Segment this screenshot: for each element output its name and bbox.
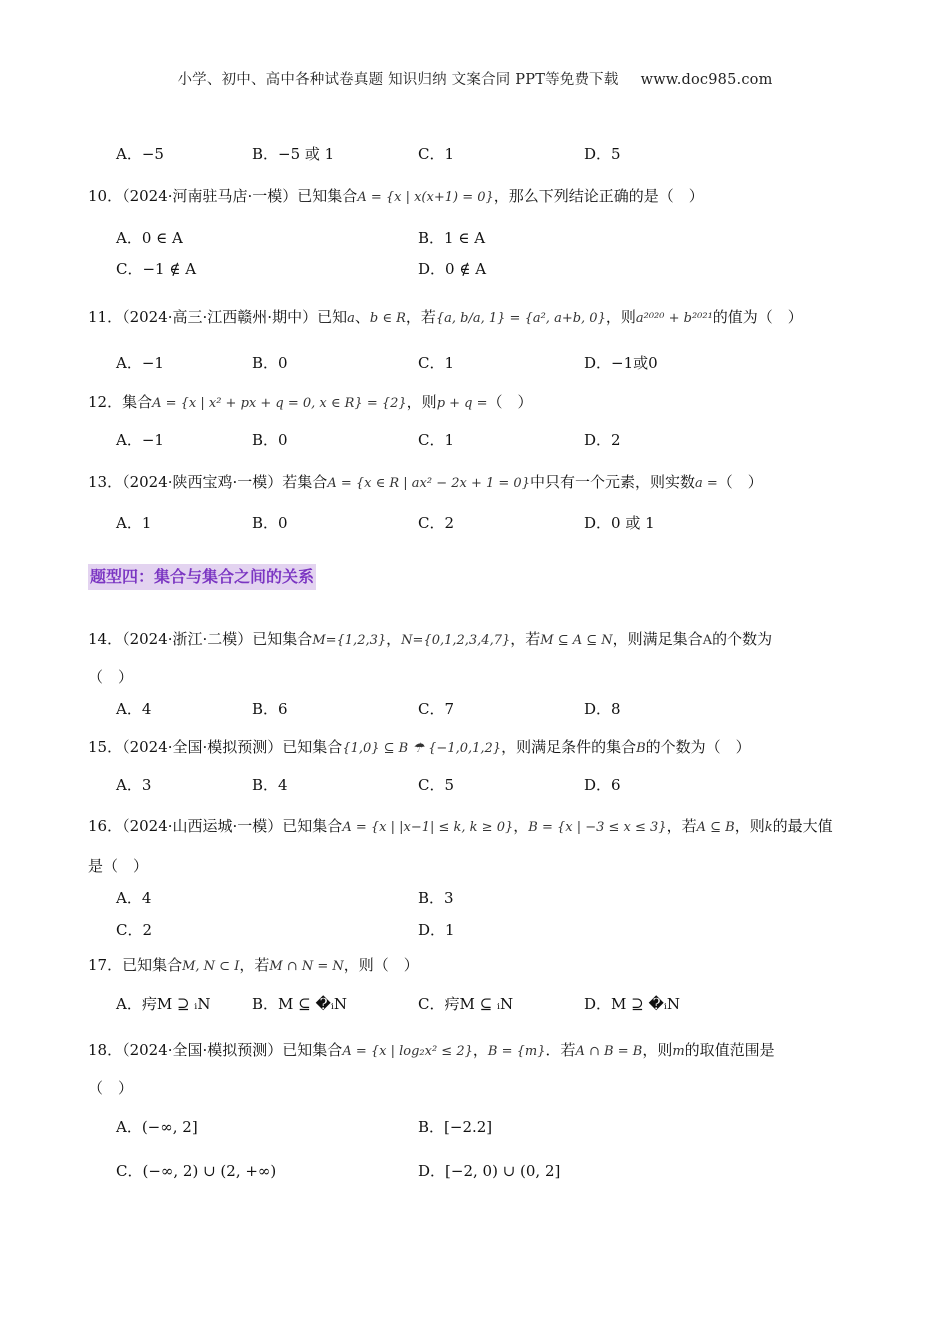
q15-stem bbox=[88, 737, 751, 759]
q10-option-d: D．0 ∉ A bbox=[418, 260, 487, 278]
q16-math-k: k bbox=[764, 820, 773, 835]
q15-stem-b: ，则满足条件的集合 bbox=[501, 738, 637, 756]
q18-sep: ， bbox=[472, 1041, 488, 1059]
q12-option-b: B．0 bbox=[252, 431, 288, 449]
q11-math-expr: a²⁰²⁰ + b²⁰²¹ bbox=[635, 311, 713, 326]
q18-math-a: A = {x | log₂x² ≤ 2} bbox=[342, 1044, 473, 1059]
page-header bbox=[0, 68, 950, 89]
q16-stem-b: ，若 bbox=[666, 817, 697, 835]
q11-stem-b: ，若 bbox=[405, 308, 436, 326]
q18-option-d: D．[−2, 0) ∪ (0, 2] bbox=[418, 1162, 561, 1180]
q14-stem-c: ，则满足集合 bbox=[612, 630, 703, 648]
header-text: 小学、初中、高中各种试卷真题 知识归纳 文案合同 PPT等免费下载 bbox=[177, 72, 619, 88]
q10-option-c: C．−1 ∉ A bbox=[116, 260, 197, 278]
q15-option-d: D．6 bbox=[584, 776, 621, 794]
q13-stem-b: 中只有一个元素，则实数 bbox=[529, 473, 695, 491]
q18-option-c: C．(−∞, 2) ∪ (2, +∞) bbox=[116, 1162, 277, 1180]
q11-option-b: B．0 bbox=[252, 354, 288, 372]
q11-option-c: C．1 bbox=[418, 354, 455, 372]
q15-stem-c: 的个数为（ ） bbox=[645, 738, 751, 756]
q12-option-d: D．2 bbox=[584, 431, 621, 449]
q13-option-a: A．1 bbox=[116, 514, 152, 532]
q11-stem-c: ，则 bbox=[605, 308, 636, 326]
q16-option-a: A．4 bbox=[116, 889, 152, 907]
q12-stem bbox=[88, 392, 533, 414]
q17-stem-c: ，则（ ） bbox=[343, 956, 419, 974]
q9-option-b: B．−5 或 1 bbox=[252, 145, 335, 163]
q15-stem-a: 15．（2024·全国·模拟预测）已知集合 bbox=[88, 738, 343, 756]
q13-option-d: D．0 或 1 bbox=[584, 514, 655, 532]
q12-stem-b: ，则 bbox=[406, 393, 437, 411]
q18-stem-a: 18．（2024·全国·模拟预测）已知集合 bbox=[88, 1041, 343, 1059]
q16-stem-c: ，则 bbox=[734, 817, 765, 835]
q11-stem bbox=[88, 307, 803, 329]
q12-option-c: C．1 bbox=[418, 431, 455, 449]
q14-math-rel: M ⊆ A ⊆ N bbox=[540, 633, 613, 648]
q11-stem-a: 11．（2024·高三·江西赣州·期中）已知 bbox=[88, 308, 348, 326]
q16-math-rel: A ⊆ B bbox=[696, 820, 735, 835]
q17-option-d: D．M ⊇ �ᵢN bbox=[584, 995, 681, 1013]
q11-stem-d: 的值为（ ） bbox=[712, 308, 803, 326]
q14-math-m: M={1,2,3} bbox=[312, 633, 387, 648]
q13-stem bbox=[88, 472, 763, 494]
q18-stem-b: ．若 bbox=[545, 1041, 576, 1059]
q16-option-c: C．2 bbox=[116, 921, 153, 939]
q18-math-m: m bbox=[672, 1044, 685, 1059]
q14-option-a: A．4 bbox=[116, 700, 152, 718]
q18-math-rel: A ∩ B = B bbox=[575, 1044, 643, 1059]
q18-option-a: A．(−∞, 2] bbox=[116, 1118, 198, 1136]
q11-math-b: b ∈ R bbox=[369, 311, 406, 326]
q17-option-b: B．M ⊆ �ᵢN bbox=[252, 995, 348, 1013]
q17-stem bbox=[88, 955, 419, 977]
q17-stem-b: ，若 bbox=[239, 956, 270, 974]
section-heading: 题型四：集合与集合之间的关系 bbox=[88, 564, 316, 590]
q9-option-a: A．−5 bbox=[116, 145, 164, 163]
q11-option-a: A．−1 bbox=[116, 354, 164, 372]
q10-stem-b: ，那么下列结论正确的是（ ） bbox=[493, 187, 704, 205]
q13-stem-a: 13．（2024·陕西宝鸡·一模）若集合 bbox=[88, 473, 328, 491]
q10-stem-a: 10．（2024·河南驻马店·一模）已知集合 bbox=[88, 187, 358, 205]
q14-math-n: N={0,1,2,3,4,7} bbox=[401, 633, 511, 648]
q18-math-b: B = {m} bbox=[487, 1044, 546, 1059]
q10-stem bbox=[88, 186, 704, 208]
q16-option-b: B．3 bbox=[418, 889, 454, 907]
q18-stem-d: 的取值范围是 bbox=[684, 1041, 775, 1059]
q16-stem-line2: 是（ ） bbox=[88, 857, 149, 875]
q9-option-c: C．1 bbox=[418, 145, 455, 163]
q13-math-b: a = bbox=[694, 476, 718, 491]
q10-option-b: B．1 ∈ A bbox=[418, 229, 486, 247]
q16-stem bbox=[88, 816, 833, 838]
q16-stem-d: 的最大值 bbox=[772, 817, 833, 835]
q11-sep: 、 bbox=[354, 308, 370, 326]
q15-math-b: B bbox=[636, 741, 646, 756]
q14-stem-d: 的个数为 bbox=[712, 630, 773, 648]
q10-math: A = {x | x(x+1) = 0} bbox=[357, 190, 494, 205]
q17-option-c: C．疞M ⊆ ᵢN bbox=[418, 995, 514, 1013]
q16-sep: ， bbox=[513, 817, 529, 835]
q17-math-b: M ∩ N = N bbox=[269, 959, 344, 974]
q12-stem-a: 12．集合 bbox=[88, 393, 153, 411]
q14-option-c: C．7 bbox=[418, 700, 455, 718]
q16-math-a: A = {x | |x−1| ≤ k, k ≥ 0} bbox=[342, 820, 514, 835]
q18-stem-c: ，则 bbox=[642, 1041, 673, 1059]
q9-option-d: D．5 bbox=[584, 145, 621, 163]
q14-stem bbox=[88, 629, 772, 651]
q14-stem-b: ，若 bbox=[510, 630, 541, 648]
q13-math: A = {x ∈ R | ax² − 2x + 1 = 0} bbox=[327, 476, 530, 491]
q17-stem-a: 17．已知集合 bbox=[88, 956, 183, 974]
header-url[interactable]: www.doc985.com bbox=[640, 72, 773, 88]
q17-math-a: M, N ⊂ I bbox=[182, 959, 240, 974]
q11-math-a: a bbox=[347, 311, 355, 326]
q11-math-set: {a, b/a, 1} = {a², a+b, 0} bbox=[435, 311, 606, 326]
q11-option-d: D．−1或0 bbox=[584, 354, 658, 372]
q13-option-b: B．0 bbox=[252, 514, 288, 532]
q12-math-b: p + q = bbox=[436, 396, 488, 411]
q15-option-b: B．4 bbox=[252, 776, 288, 794]
q16-math-b: B = {x | −3 ≤ x ≤ 3} bbox=[528, 820, 667, 835]
q12-option-a: A．−1 bbox=[116, 431, 164, 449]
q18-stem-line2: （ ） bbox=[88, 1079, 134, 1097]
q13-option-c: C．2 bbox=[418, 514, 455, 532]
q14-sep: ， bbox=[386, 630, 402, 648]
q14-option-b: B．6 bbox=[252, 700, 288, 718]
q16-stem-a: 16．（2024·山西运城·一模）已知集合 bbox=[88, 817, 343, 835]
q15-option-a: A．3 bbox=[116, 776, 152, 794]
q15-math: {1,0} ⊆ B ☂ {−1,0,1,2} bbox=[342, 741, 502, 756]
q16-option-d: D．1 bbox=[418, 921, 455, 939]
q14-option-d: D．8 bbox=[584, 700, 621, 718]
q12-stem-c: （ ） bbox=[487, 393, 533, 411]
q17-option-a: A．疞M ⊇ ᵢN bbox=[116, 995, 211, 1013]
q14-stem-a: 14．（2024·浙江·二模）已知集合 bbox=[88, 630, 313, 648]
q15-option-c: C．5 bbox=[418, 776, 455, 794]
q10-option-a: A．0 ∈ A bbox=[116, 229, 183, 247]
q14-math-a: A bbox=[702, 633, 713, 648]
q18-option-b: B．[−2.2] bbox=[418, 1118, 493, 1136]
q13-stem-c: （ ） bbox=[717, 473, 763, 491]
q14-stem-line2: （ ） bbox=[88, 668, 134, 686]
q18-stem bbox=[88, 1040, 775, 1062]
q12-math: A = {x | x² + px + q = 0, x ∈ R} = {2} bbox=[152, 396, 407, 411]
